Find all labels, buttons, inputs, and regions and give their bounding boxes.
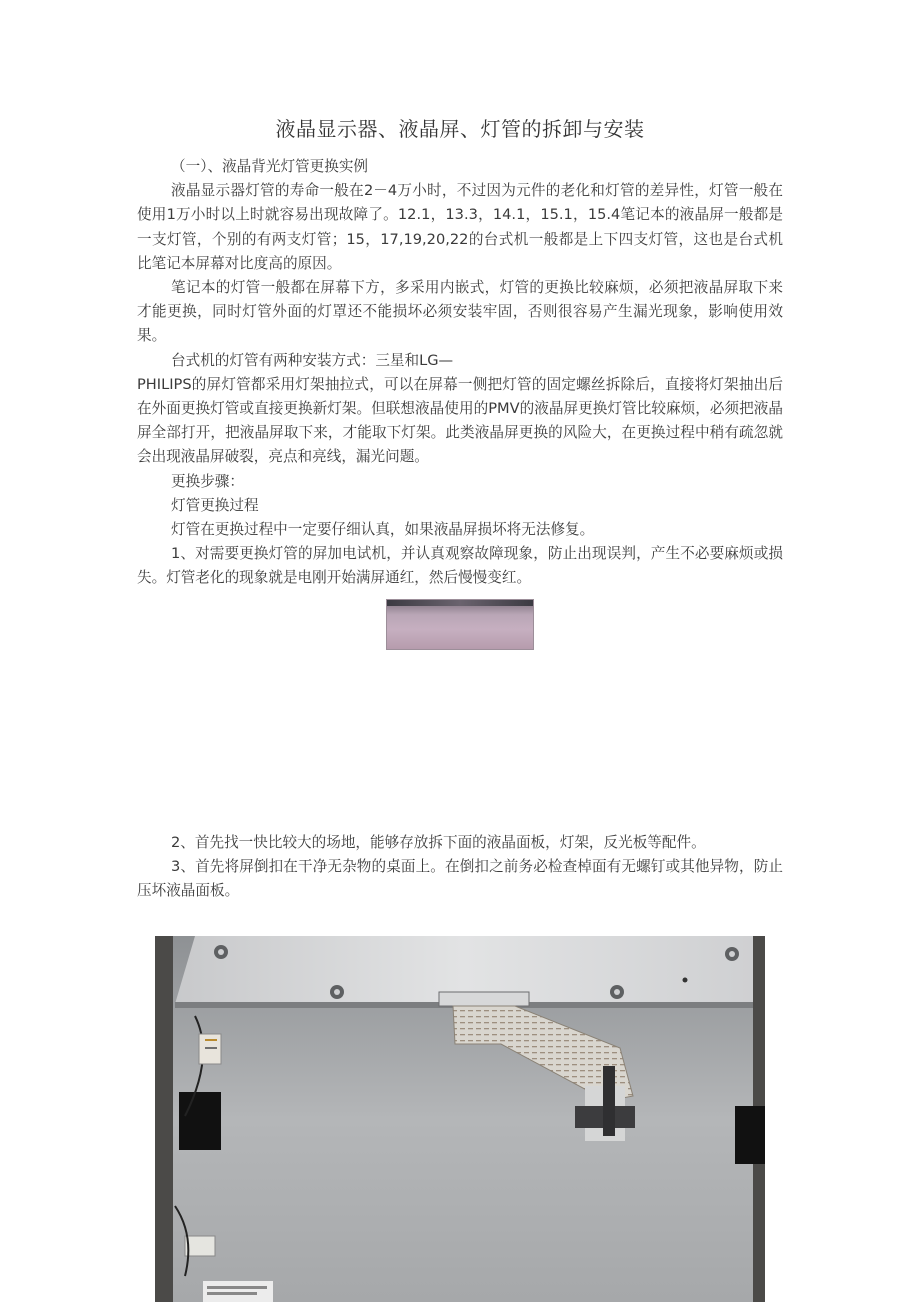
red-screen-photo [386,599,534,650]
paragraph-step-3: 3、首先将屏倒扣在干净无杂物的桌面上。在倒扣之前务必检查棹面有无螺钉或其他异物，防止压坏液晶面板。 [137,858,783,900]
body-section-1 [137,155,783,591]
screen-bezel [387,600,533,606]
paragraph-step-1: 1、对需要更换灯管的屏加电试机，并认真观察故障现象，防止出现误判，产生不必要麻烦或损失。灯管老化的现象就是电刚开始满屏通红，然后慢慢变红。 [137,545,783,587]
paragraph-step-2: 2、首先找一快比较大的场地，能够存放拆下面的液晶面板，灯架，反光板等配件。 [171,834,706,851]
paragraph-caution: 灯管在更换过程中一定要仔细认真，如果液晶屏损坏将无法修复。 [171,521,595,539]
paragraph-philips: PHILIPS的屏灯管都采用灯架抽拉式，可以在屏幕一侧把灯管的固定螺丝拆除后，直接将灯架抽出后在外面更换灯管或直接更换新灯架。但联想液晶使用的PMV的液晶屏更换灯管比较麻烦，必须把液晶屏全部打开，把液晶屏取下来，才能取下灯架。此类液晶屏更换的风险大，在更换过程中稍有疏忽就会出现液晶屏破裂，亮点和亮线，漏光问题。 [137,375,783,466]
section-heading: （一）、液晶背光灯管更换实例 [171,158,369,175]
paragraph-notebook: 笔记本的灯管一般都在屏幕下方，多采用内嵌式，灯管的更换比较麻烦，必须把液晶屏取下来才能更换，同时灯管外面的灯罩还不能损坏必须安装牢固，否则很容易产生漏光现象，影响使用效果。 [137,279,783,345]
paragraph-desktop: 台式机的灯管有两种安装方式：三星和LG— [171,351,454,369]
body-section-2 [137,831,783,904]
document-title: 液晶显示器、液晶屏、灯管的拆卸与安装 [275,117,645,141]
paragraph-steps-label: 更换步骤： [171,472,244,490]
paragraph-lifespan: 液晶显示器灯管的寿命一般在2－4万小时，不过因为元件的老化和灯管的差异性，灯管一般在使用1万小时以上时就容易出现故障了。12.1，13.3，14.1，15.1，15.4笔记本的液晶屏一般都是一支灯管，个别的有两支灯管；15，17,19,20,22的台式机一般都是上下四支灯管，这也是台式机比笔记本屏幕对比度高的原因。 [137,182,783,272]
lcd-panel-illustration [155,936,765,1302]
lcd-panel-back-photo [155,936,765,1302]
paragraph-process-label: 灯管更换过程 [171,496,259,514]
